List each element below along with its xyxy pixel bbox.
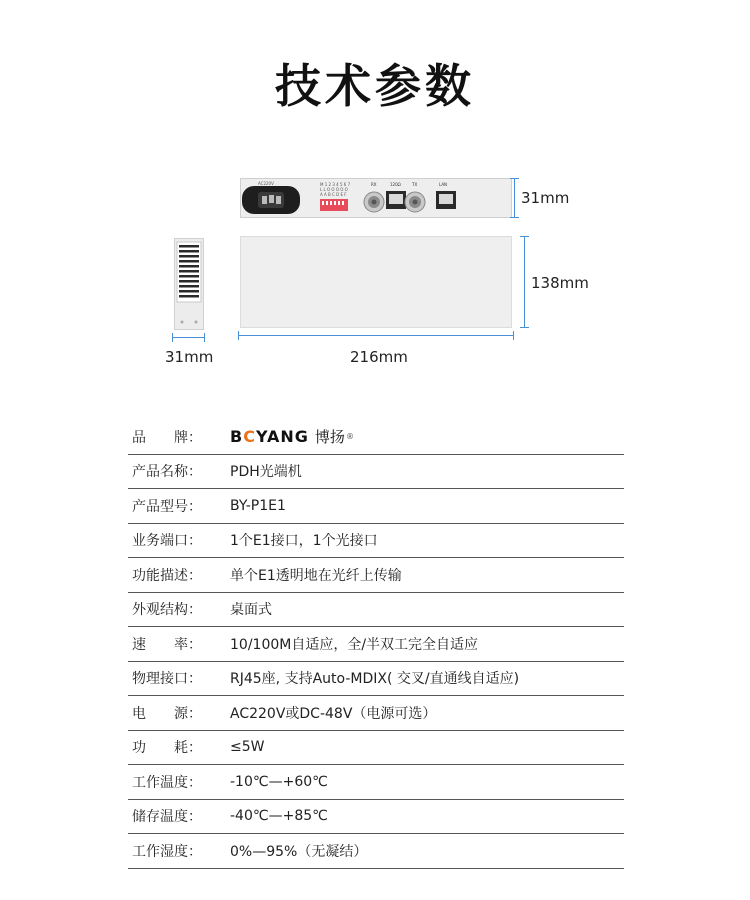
svg-text:L L O O O O O: L L O O O O O: [320, 187, 348, 192]
device-top-view: [240, 236, 512, 328]
brand-name-en: BCYANG: [230, 427, 309, 447]
spec-label: 业务端口：: [132, 533, 202, 550]
dim-tick: [510, 178, 519, 179]
brand-name-cn: 博扬: [314, 428, 345, 447]
dim-tick: [520, 327, 529, 328]
spec-value: ≤5W: [230, 739, 265, 756]
spec-value: -40℃—+85℃: [230, 808, 328, 825]
spec-row: [128, 489, 624, 524]
spec-row: [128, 800, 624, 835]
svg-text:LAN: LAN: [439, 182, 448, 187]
spec-label: 产品型号：: [132, 498, 202, 515]
spec-label: 储存温度：: [132, 809, 202, 826]
spec-row: [128, 731, 624, 766]
spec-value: 10/100M自适应，全/半双工完全自适应: [230, 636, 479, 653]
svg-text:AC220V: AC220V: [258, 181, 274, 186]
dim-tick: [238, 331, 239, 340]
spec-label: 品 牌：: [132, 429, 202, 446]
dim-line-rear-height: [514, 178, 515, 218]
spec-label: 功 耗：: [132, 740, 202, 757]
svg-text:TX: TX: [412, 182, 418, 187]
spec-value: 单个E1透明地在光纤上传输: [230, 567, 402, 584]
device-side-view: [174, 238, 204, 330]
spec-label: 工作湿度：: [132, 843, 202, 860]
brand-logo: [230, 426, 624, 447]
spec-row: [128, 627, 624, 662]
rear-panel-drawing: [240, 178, 512, 218]
dim-tick: [172, 333, 173, 342]
spec-row: [128, 524, 624, 559]
spec-value: 1个E1接口，1个光接口: [230, 533, 378, 550]
spec-label: 功能描述：: [132, 567, 202, 584]
spec-row: [128, 662, 624, 697]
dim-label-side-width: 31mm: [165, 348, 214, 366]
spec-table: [128, 420, 624, 869]
dim-label-depth: 138mm: [531, 274, 589, 292]
spec-label: 速 率：: [132, 636, 202, 653]
spec-row: [128, 455, 624, 490]
svg-text:A A B C D E F: A A B C D E F: [320, 192, 347, 197]
spec-value: RJ45座, 支持Auto-MDIX( 交叉/直通线自适应): [230, 671, 520, 688]
registered-mark: ®: [345, 432, 354, 442]
dim-line-depth: [524, 236, 525, 328]
dim-label-width: 216mm: [350, 348, 408, 366]
spec-value: AC220V或DC-48V（电源可选）: [230, 705, 437, 722]
dim-tick: [513, 331, 514, 340]
spec-value: PDH光端机: [230, 464, 302, 481]
dim-label-rear-height: 31mm: [521, 189, 570, 207]
spec-row: [128, 765, 624, 800]
spec-row: [128, 593, 624, 628]
spec-row: [128, 558, 624, 593]
svg-text:RX: RX: [371, 182, 377, 187]
svg-text:120Ω: 120Ω: [390, 182, 401, 187]
spec-label: 工作温度：: [132, 774, 202, 791]
spec-label: 物理接口：: [132, 671, 202, 688]
spec-value: 0%—95%（无凝结）: [230, 843, 368, 860]
side-vent-drawing: [174, 238, 204, 330]
spec-value: 桌面式: [230, 602, 272, 619]
dim-tick: [520, 236, 529, 237]
page-title: 技术参数: [275, 59, 475, 113]
spec-row: [128, 834, 624, 869]
device-rear-panel: [240, 178, 512, 218]
spec-label: 外观结构：: [132, 602, 202, 619]
spec-value: -10℃—+60℃: [230, 773, 328, 790]
dim-tick: [204, 333, 205, 342]
dim-line-side-width: [172, 337, 205, 338]
svg-text:M 1 2 3 4 5 6 7: M 1 2 3 4 5 6 7: [320, 182, 351, 187]
spec-label: 产品名称：: [132, 464, 202, 481]
spec-row: [128, 696, 624, 731]
dim-line-width: [238, 335, 514, 336]
spec-row-brand: [128, 420, 624, 455]
spec-value: BY-P1E1: [230, 497, 286, 514]
spec-label: 电 源：: [132, 705, 202, 722]
dim-tick: [510, 217, 519, 218]
